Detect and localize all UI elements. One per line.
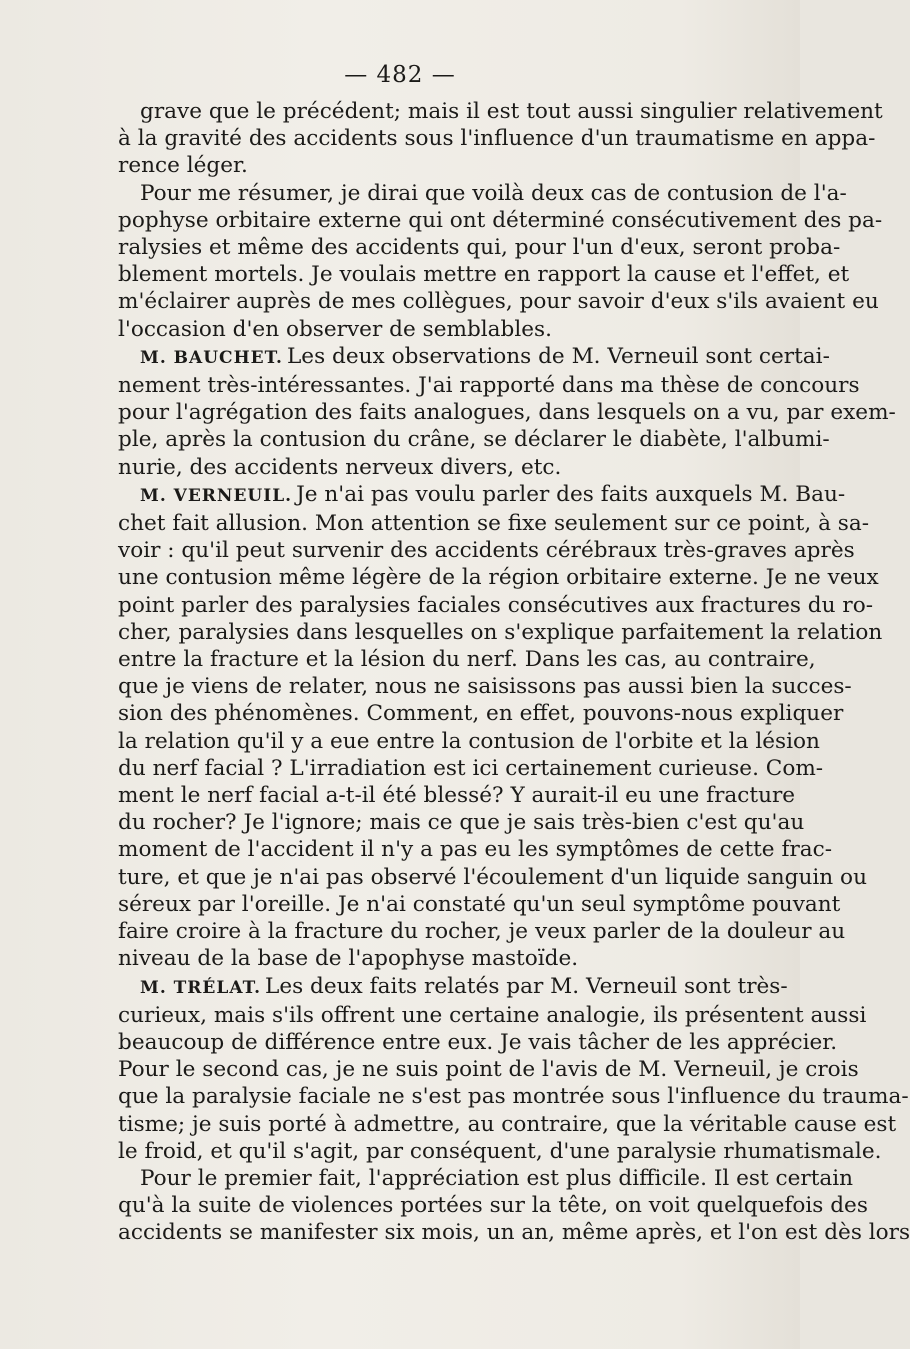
line-text: Les deux observations de M. Verneuil sont certai- xyxy=(286,343,830,369)
text-line xyxy=(118,454,778,481)
text-line xyxy=(118,426,830,453)
text-line xyxy=(118,1029,838,1056)
text-line xyxy=(118,152,778,179)
text-line xyxy=(118,1111,897,1138)
line-text: séreux par l'oreille. Je n'ai constaté qu'un seul symptôme pouvant xyxy=(118,891,841,917)
line-text: la relation qu'il y a eue entre la contusion de l'orbite et la lésion xyxy=(118,728,820,754)
text-line xyxy=(118,288,879,315)
line-text: blement mortels. Je voulais mettre en rapport la cause et l'effet, et xyxy=(118,262,850,288)
text-line xyxy=(118,98,883,125)
text-line xyxy=(118,918,846,945)
line-text: qu'à la suite de violences portées sur la tête, on voit quelquefois des xyxy=(118,1193,868,1219)
text-line xyxy=(118,592,874,619)
text-line xyxy=(118,864,867,891)
text-line xyxy=(118,673,852,700)
line-text: grave que le précédent; mais il est tout aussi singulier relativement xyxy=(140,99,883,124)
line-text: sion des phénomènes. Comment, en effet, pouvons-nous expliquer xyxy=(118,701,844,727)
speaker-name: M. TRÉLAT. xyxy=(140,977,261,998)
line-text: beaucoup de différence entre eux. Je vais tâcher de les apprécier. xyxy=(118,1029,838,1055)
line-text: curieux, mais s'ils offrent une certaine analogie, ils présentent aussi xyxy=(118,1002,867,1028)
paragraph-p2 xyxy=(118,180,883,343)
body-text xyxy=(118,98,910,1247)
line-text: m'éclairer auprès de mes collègues, pour savoir d'eux s'ils avaient eu xyxy=(118,289,879,315)
text-line xyxy=(118,755,824,782)
text-line xyxy=(118,343,830,372)
text-line xyxy=(118,728,820,755)
text-line xyxy=(118,1056,859,1083)
text-line xyxy=(118,125,876,152)
line-text: accidents se manifester six mois, un an, même après, et l'on est dès lors xyxy=(118,1220,910,1246)
line-text: que la paralysie faciale ne s'est pas montrée sous l'influence du trauma- xyxy=(118,1084,909,1110)
line-text: du rocher? Je l'ignore; mais ce que je sais très-bien c'est qu'au xyxy=(118,810,805,836)
line-text: Pour me résumer, je dirai que voilà deux cas de contusion de l'a- xyxy=(140,180,847,206)
text-line xyxy=(118,973,788,1002)
text-line xyxy=(118,1083,909,1110)
line-text: à la gravité des accidents sous l'influence d'un traumatisme en appa- xyxy=(118,126,876,152)
text-line xyxy=(118,1002,867,1029)
line-text: l'occasion d'en observer de semblables. xyxy=(118,316,553,342)
line-text: le froid, et qu'il s'agit, par conséquent, d'une paralysie rhumatismale. xyxy=(118,1138,882,1164)
text-line xyxy=(118,646,816,673)
text-line xyxy=(118,619,883,646)
line-text: ple, après la contusion du crâne, se déclarer le diabète, l'albumi- xyxy=(118,427,830,453)
text-line xyxy=(118,261,850,288)
paragraph-p3 xyxy=(118,343,896,481)
line-text: Pour le second cas, je ne suis point de l'avis de M. Verneuil, je crois xyxy=(118,1057,859,1083)
paragraph-p1 xyxy=(118,98,883,180)
text-line xyxy=(118,1219,910,1246)
line-text: point parler des paralysies faciales consécutives aux fractures du ro- xyxy=(118,592,874,618)
line-text: une contusion même légère de la région orbitaire externe. Je ne veux xyxy=(118,565,879,591)
text-line xyxy=(118,372,860,399)
line-text: Je n'ai pas voulu parler des faits auxquels M. Bau- xyxy=(296,481,846,507)
line-text: nement très-intéressantes. J'ai rapporté dans ma thèse de concours xyxy=(118,373,860,399)
line-text: faire croire à la fracture du rocher, je veux parler de la douleur au xyxy=(118,919,846,945)
speaker-name: M. VERNEUIL. xyxy=(140,485,293,506)
text-line xyxy=(118,809,805,836)
line-text: rence léger. xyxy=(118,153,248,179)
line-text: ture, et que je n'ai pas observé l'écoulement d'un liquide sanguin ou xyxy=(118,864,867,890)
text-line xyxy=(118,316,778,343)
line-text: cher, paralysies dans lesquelles on s'explique parfaitement la relation xyxy=(118,619,883,645)
text-line xyxy=(118,564,879,591)
line-text: moment de l'accident il n'y a pas eu les symptômes de cette frac- xyxy=(118,837,833,863)
paragraph-p6 xyxy=(118,1165,910,1247)
line-text: du nerf facial ? L'irradiation est ici certainement curieuse. Com- xyxy=(118,755,824,781)
paragraph-p4 xyxy=(118,481,883,973)
line-text: pophyse orbitaire externe qui ont déterminé consécutivement des pa- xyxy=(118,207,883,233)
line-text: tisme; je suis porté à admettre, au contraire, que la véritable cause est xyxy=(118,1111,897,1137)
text-line xyxy=(118,510,870,537)
text-line xyxy=(118,537,855,564)
line-text: entre la fracture et la lésion du nerf. Dans les cas, au contraire, xyxy=(118,647,816,673)
text-line xyxy=(118,945,778,972)
text-line xyxy=(118,891,841,918)
line-text: ment le nerf facial a-t-il été blessé? Y aurait-il eu une fracture xyxy=(118,783,796,809)
text-line xyxy=(118,399,896,426)
text-line xyxy=(118,1192,868,1219)
text-line xyxy=(118,1138,882,1165)
text-line xyxy=(118,1165,854,1192)
line-text: chet fait allusion. Mon attention se fixe seulement sur ce point, à sa- xyxy=(118,511,870,537)
text-line xyxy=(118,207,883,234)
text-line xyxy=(118,481,846,510)
text-line xyxy=(118,782,796,809)
text-line xyxy=(118,700,844,727)
line-text: Pour le premier fait, l'appréciation est plus difficile. Il est certain xyxy=(140,1165,854,1191)
text-line xyxy=(118,180,847,207)
paragraph-p5 xyxy=(118,973,909,1165)
line-text: Les deux faits relatés par M. Verneuil sont très- xyxy=(264,973,788,999)
speaker-name: M. BAUCHET. xyxy=(140,347,283,368)
line-text: pour l'agrégation des faits analogues, dans lesquels on a vu, par exem- xyxy=(118,400,896,426)
line-text: ralysies et même des accidents qui, pour l'un d'eux, seront proba- xyxy=(118,235,841,261)
line-text: voir : qu'il peut survenir des accidents cérébraux très-graves après xyxy=(118,538,855,564)
text-line xyxy=(118,234,841,261)
line-text: nurie, des accidents nerveux divers, etc. xyxy=(118,454,562,480)
line-text: que je viens de relater, nous ne saisissons pas aussi bien la succes- xyxy=(118,674,852,700)
page-number: — 482 — xyxy=(344,62,456,88)
line-text: niveau de la base de l'apophyse mastoïde. xyxy=(118,946,579,972)
text-line xyxy=(118,836,833,863)
